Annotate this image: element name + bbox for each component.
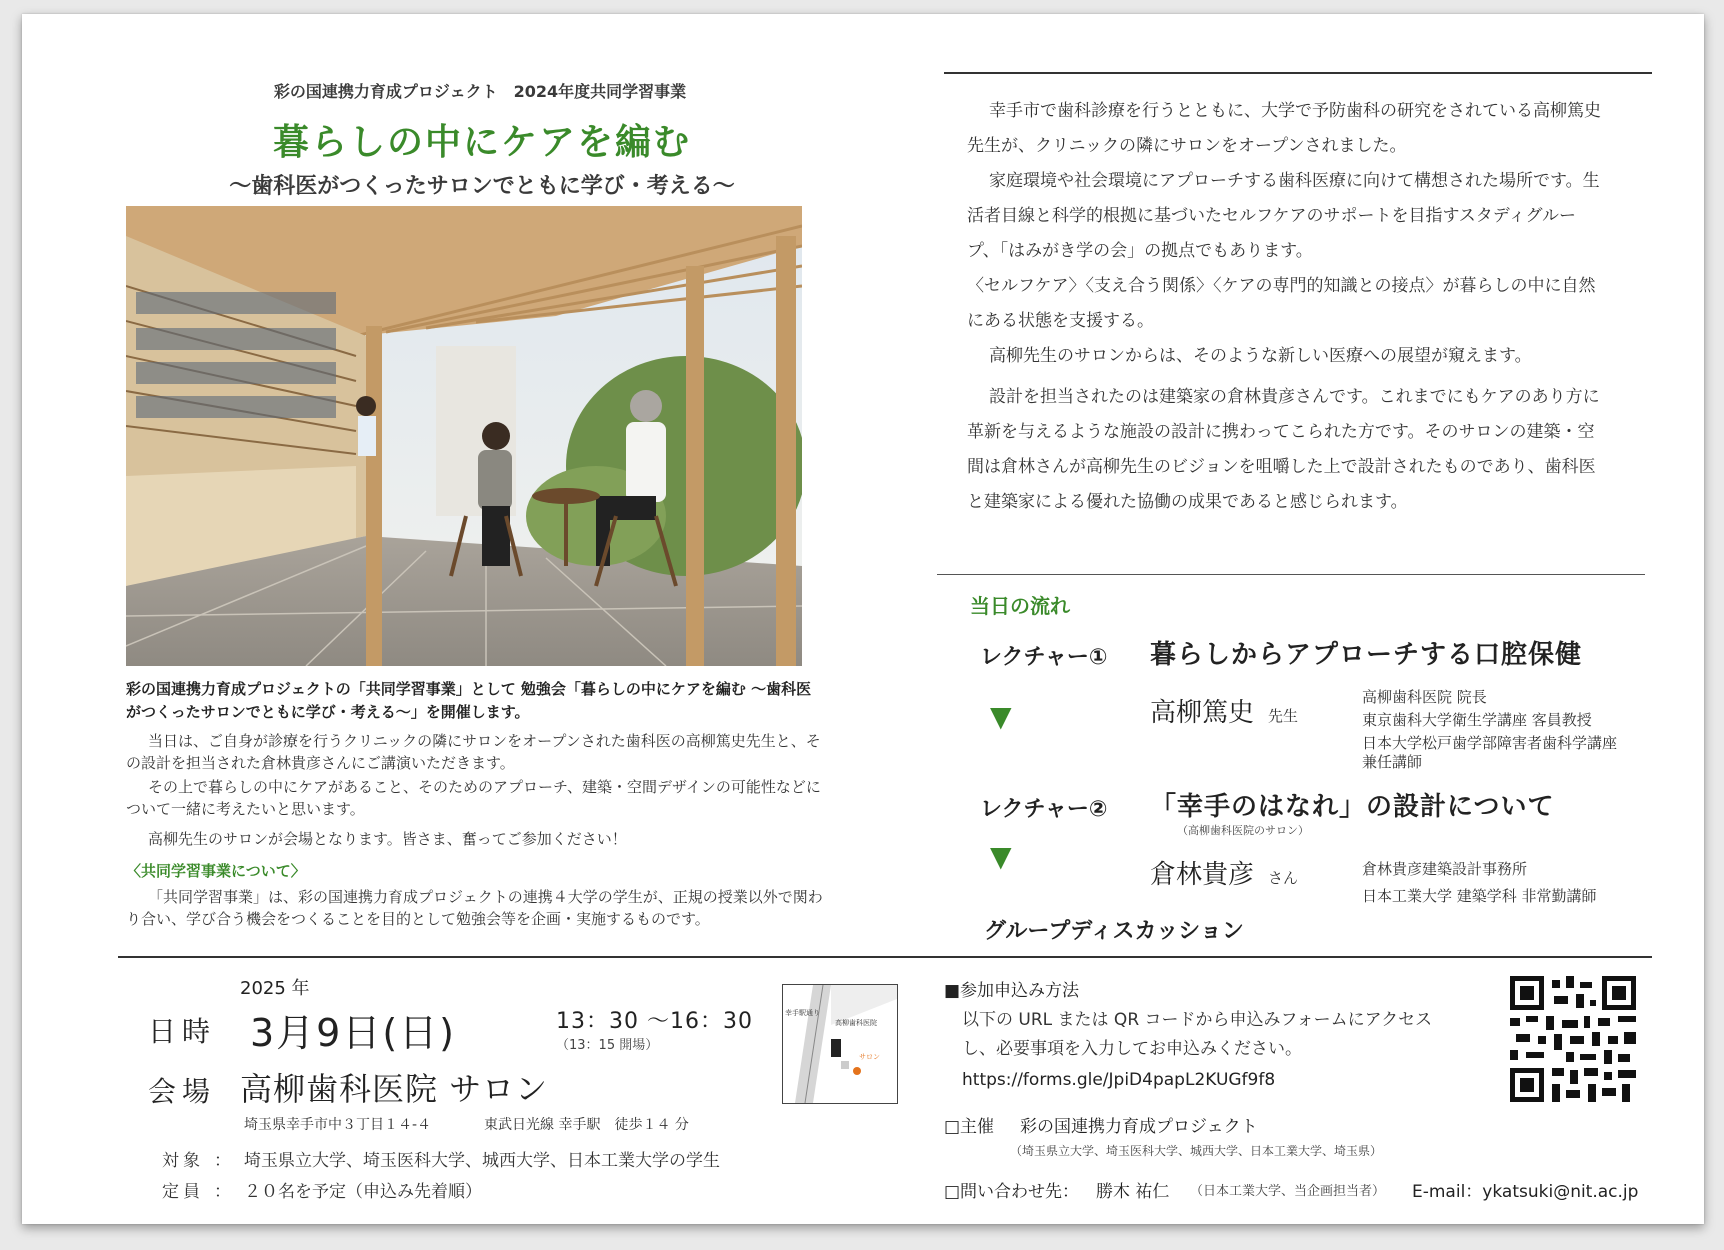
speaker-2-name: 倉林貴彦 — [1150, 860, 1255, 890]
host-members: （埼玉県立大学、埼玉医科大学、城西大学、日本工業大学、埼玉県） — [1010, 1144, 1383, 1158]
intro-paragraph-1: 当日は、ご自身が診療を行うクリニックの隣にサロンをオープンされた歯科医の高柳篤史先生と、その設計を担当された倉林貴彦さんにご講演いただきます。 — [126, 732, 821, 772]
lecture-2-title: 「幸手のはなれ」の設計について — [1150, 792, 1555, 822]
lecture-1-label: レクチャー① — [980, 645, 1108, 670]
intro-lead: 彩の国連携力育成プロジェクトの「共同学習事業」として 勉強会「暮らしの中にケアを編む ～歯科医がつくったサロンでともに学び・考える～」を開催します。 — [126, 680, 812, 721]
affiliation-line: 兼任講師 — [1362, 753, 1423, 771]
intro-paragraph-2: その上で暮らしの中にケアがあること、そのためのアプローチ、建築・空間デザインの可能性などについて一緒に考えたいと思います。 — [126, 778, 821, 818]
lecture-2-note: （高柳歯科医院のサロン） — [1177, 824, 1309, 837]
description-body — [967, 94, 1602, 520]
apply-heading: ■参加申込み方法 — [944, 981, 1080, 1001]
down-arrow-icon: ▼ — [990, 700, 1012, 733]
target-label: 対象 — [162, 1151, 204, 1171]
map-clinic-label: 高柳歯科医院 — [835, 1019, 877, 1027]
subtitle: ～歯科医がつくったサロンでともに学び・考える～ — [229, 174, 735, 199]
speaker-2-affiliations — [1362, 856, 1662, 910]
speaker-2-honorific: さん — [1268, 869, 1299, 887]
speaker-1-name: 高柳篤史 — [1150, 698, 1255, 728]
top-divider — [944, 72, 1652, 74]
host-name: 彩の国連携力育成プロジェクト — [1020, 1117, 1258, 1137]
affiliation-line: 倉林貴彦建築設計事務所 — [1362, 860, 1528, 878]
project-line: 彩の国連携力育成プロジェクト 2024年度共同学習事業 — [273, 82, 687, 101]
flow-divider — [937, 574, 1645, 575]
lecture-1-title: 暮らしからアプローチする口腔保健 — [1150, 640, 1583, 670]
event-date: 3月9日(日) — [250, 1011, 457, 1055]
qr-code-icon[interactable] — [1510, 976, 1636, 1102]
description-paragraph-5: 設計を担当されたのは建築家の倉林貴彦さんです。これまでにもケアのあり方に革新を与えるような施設の設計に携わってこられた方です。そのサロンの建築・空間は倉林さんが高柳先生のビジョンを咀嚼した上で設計されたものであり、歯科医と建築家による優れた協働の成果であると感じられます。 — [967, 387, 1600, 512]
contact-affiliation: （日本工業大学、当企画担当者） — [1190, 1184, 1386, 1199]
speaker-1-affiliations — [1362, 686, 1662, 774]
venue-label: 会場 — [148, 1075, 217, 1108]
venue-map — [782, 984, 898, 1104]
venue-name: 高柳歯科医院 サロン — [240, 1070, 549, 1108]
separator: ： — [214, 1182, 231, 1202]
capacity-label: 定員 — [162, 1182, 204, 1202]
affiliation-line: 東京歯科大学衛生学講座 客員教授 — [1362, 711, 1592, 729]
description-paragraph-2: 家庭環境や社会環境にアプローチする歯科医療に向けて構想された場所です。生活者目線と科学的根拠に基づいたセルフケアのサポートを目指すスタディグループ、「はみがき学の会」の拠点でもあります。 — [967, 171, 1600, 261]
host-label: □主催 — [944, 1117, 995, 1137]
affiliation-line: 日本工業大学 建築学科 非常勤講師 — [1362, 887, 1597, 905]
map-salon-label: サロン — [859, 1053, 880, 1061]
salon-marker-icon — [853, 1067, 861, 1075]
description-paragraph-3: 〈セルフケア〉〈支え合う関係〉〈ケアの専門的知識との接点〉が暮らしの中に自然にある状態を支援する。 — [967, 276, 1596, 331]
down-arrow-icon: ▼ — [990, 840, 1012, 873]
contact-name: 勝木 祐仁 — [1096, 1182, 1170, 1202]
intro-paragraph-3: 高柳先生のサロンが会場となります。皆さま、奮ってご参加ください！ — [148, 830, 627, 848]
speaker-1-honorific: 先生 — [1268, 707, 1299, 725]
description-paragraph-1: 幸手市で歯科診療を行うとともに、大学で予防歯科の研究をされている高柳篤史先生が、クリニックの隣にサロンをオープンされました。 — [967, 101, 1601, 156]
venue-access: 東武日光線 幸手駅 徒歩１４ 分 — [484, 1117, 689, 1133]
separator: ： — [214, 1151, 231, 1171]
open-time: （13：15 開場） — [556, 1038, 659, 1053]
contact-email-link[interactable]: E-mail：ykatsuki@nit.ac.jp — [1412, 1182, 1639, 1202]
event-time: 13：30 ～16：30 — [556, 1009, 753, 1034]
date-label: 日時 — [148, 1015, 217, 1048]
bottom-divider — [118, 956, 1652, 958]
description-paragraph-4: 高柳先生のサロンからは、そのような新しい医療への展望が窺えます。 — [989, 346, 1532, 366]
event-year: 2025 年 — [240, 978, 310, 999]
kyodo-heading: 〈共同学習事業について〉 — [126, 862, 306, 880]
affiliation-line: 高柳歯科医院 院長 — [1362, 688, 1487, 706]
affiliation-line: 日本大学松戸歯学部障害者歯科学講座 — [1362, 734, 1618, 752]
kyodo-body: 「共同学習事業」は、彩の国連携力育成プロジェクトの連携４大学の学生が、正規の授業以外で関わり合い、学び合う機会をつくることを目的として勉強会等を企画・実施するものです。 — [126, 888, 823, 928]
main-title: 暮らしの中にケアを編む — [272, 122, 691, 163]
speaker-2 — [1150, 854, 1298, 891]
group-discussion: グループディスカッション — [984, 919, 1244, 944]
venue-address: 埼玉県幸手市中３丁目１４-４ — [244, 1117, 432, 1133]
lecture-2-label: レクチャー② — [980, 797, 1108, 822]
salon-photo — [126, 206, 802, 666]
speaker-1 — [1150, 692, 1298, 729]
apply-instructions: 以下の URL または QR コードから申込みフォームにアクセスし、必要事項を入力してお申込みください。 — [962, 1010, 1433, 1059]
target-value: 埼玉県立大学、埼玉医科大学、城西大学、日本工業大学の学生 — [244, 1151, 720, 1171]
flow-heading: 当日の流れ — [970, 594, 1070, 618]
map-street-label: 幸手駅通り — [785, 1009, 820, 1017]
flyer-sheet — [22, 14, 1704, 1224]
clinic-building-icon — [831, 1039, 841, 1057]
capacity-value: ２０名を予定（申込み先着順） — [244, 1182, 482, 1202]
apply-url-link[interactable]: https://forms.gle/JpiD4papL2KUGf9f8 — [962, 1070, 1276, 1090]
contact-label: □問い合わせ先： — [944, 1182, 1080, 1202]
